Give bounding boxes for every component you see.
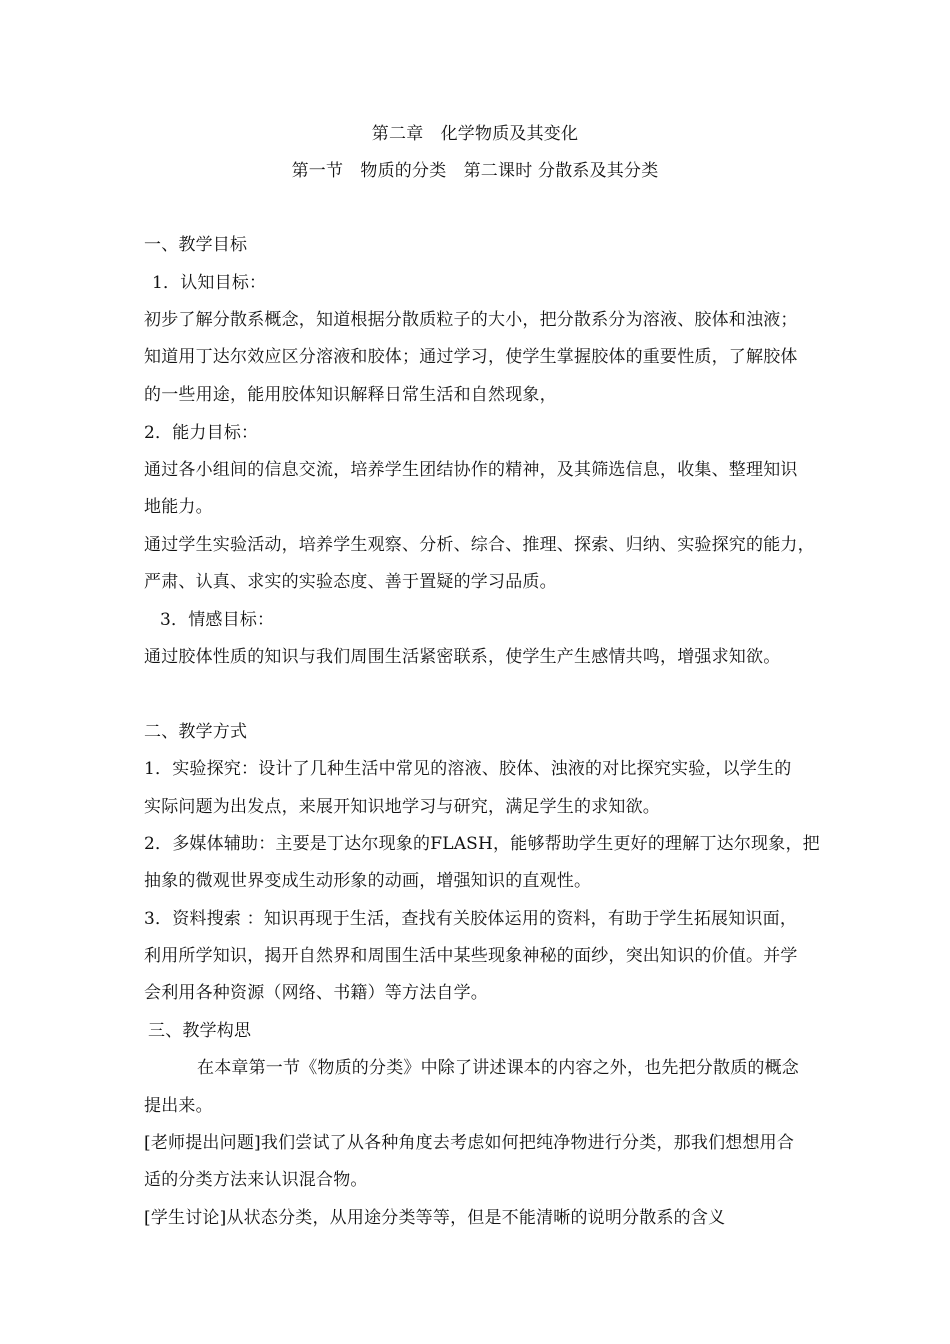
paragraph-line: 初步了解分散系概念，知道根据分散质粒子的大小，把分散系分为溶液、胶体和浊液；	[144, 310, 798, 330]
paragraph-line: 1．实验探究：设计了几种生活中常见的溶液、胶体、浊液的对比探究实验，以学生的	[144, 759, 792, 779]
paragraph-line: 在本章第一节《物质的分类》中除了讲述课本的内容之外，也先把分散质的概念	[197, 1058, 799, 1078]
ability-goal-heading: 2．能力目标：	[144, 423, 259, 443]
paragraph-line: 2．多媒体辅助：主要是丁达尔现象的FLASH，能够帮助学生更好的理解丁达尔现象，把	[144, 834, 820, 854]
paragraph-line: 利用所学知识，揭开自然界和周围生活中某些现象神秘的面纱，突出知识的价值。并学	[144, 946, 798, 966]
paragraph-line: 抽象的微观世界变成生动形象的动画，增强知识的直观性。	[144, 871, 592, 891]
paragraph-line: [老师提出问题]我们尝试了从各种角度去考虑如何把纯净物进行分类，那我们想想用合	[144, 1133, 795, 1153]
paragraph-line: 地能力。	[144, 497, 213, 517]
paragraph-line: 会利用各种资源（网络、书籍）等方法自学。	[144, 983, 488, 1003]
paragraph-line: 知道用丁达尔效应区分溶液和胶体；通过学习，使学生掌握胶体的重要性质，了解胶体	[144, 347, 798, 367]
cognitive-goal-heading: 1．认知目标：	[152, 273, 267, 293]
paragraph-line: 3．资料搜索 ：知识再现于生活，查找有关胶体运用的资料，有助于学生拓展知识面，	[144, 909, 798, 929]
paragraph-line: 实际问题为出发点，来展开知识地学习与研究，满足学生的求知欲。	[144, 797, 660, 817]
paragraph-line: [学生讨论]从状态分类，从用途分类等等，但是不能清晰的说明分散系的含义	[144, 1208, 726, 1228]
paragraph-line: 严肃、认真、求实的实验态度、善于置疑的学习品质。	[144, 572, 557, 592]
section-1-heading: 一、教学目标	[144, 235, 248, 255]
chapter-title: 第二章 化学物质及其变化	[371, 124, 579, 144]
paragraph-line: 的一些用途，能用胶体知识解释日常生活和自然现象，	[144, 385, 557, 405]
emotion-goal-heading: 3．情感目标：	[160, 610, 275, 630]
paragraph-line: 适的分类方法来认识混合物。	[144, 1170, 368, 1190]
paragraph-line: 提出来。	[144, 1096, 213, 1116]
section-title: 第一节 物质的分类 第二课时 分散系及其分类	[291, 161, 659, 181]
section-3-heading: 三、教学构思	[148, 1021, 252, 1041]
paragraph-line: 通过胶体性质的知识与我们周围生活紧密联系，使学生产生感情共鸣，增强求知欲。	[144, 647, 781, 667]
section-2-heading: 二、教学方式	[144, 722, 248, 742]
paragraph-line: 通过各小组间的信息交流，培养学生团结协作的精神，及其筛选信息，收集、整理知识	[144, 460, 798, 480]
paragraph-line: 通过学生实验活动，培养学生观察、分析、综合、推理、探索、归纳、实验探究的能力，	[144, 535, 815, 555]
